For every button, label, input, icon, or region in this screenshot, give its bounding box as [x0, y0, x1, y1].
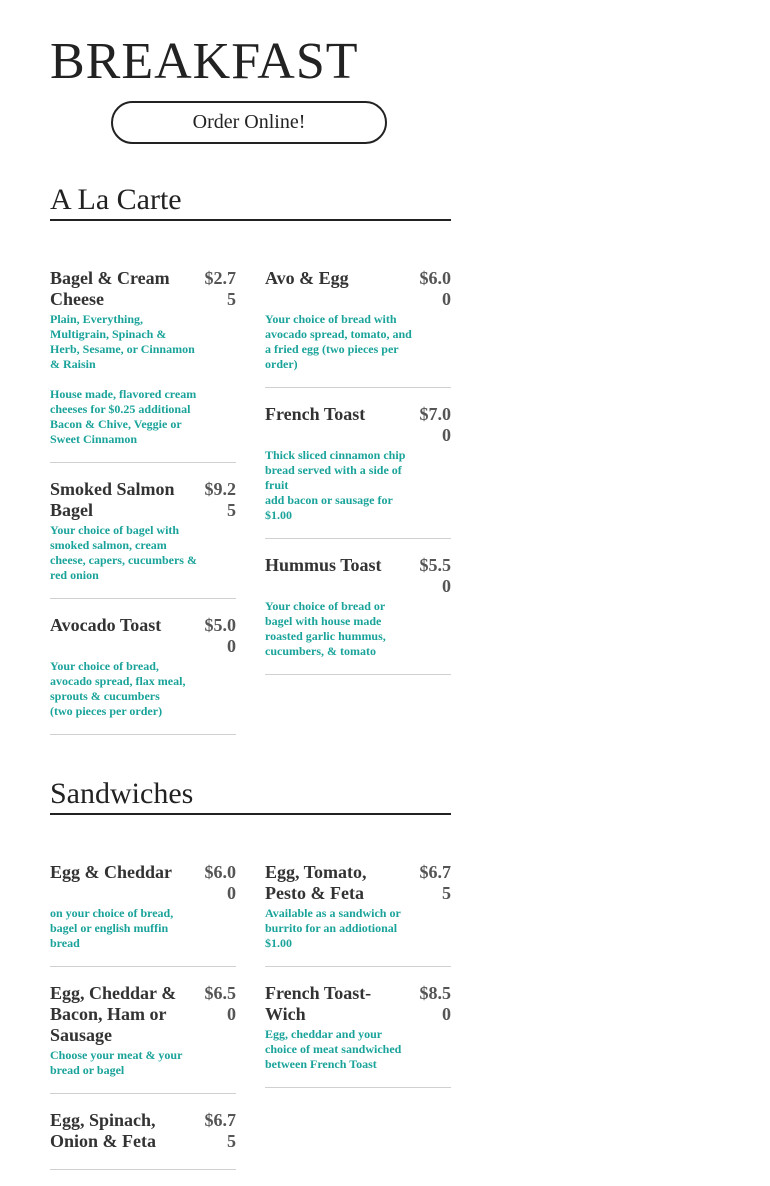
- menu-item: [265, 268, 451, 388]
- a-la-carte-left-column: [50, 268, 236, 751]
- item-price: $9.25: [204, 479, 236, 520]
- sandwiches-right-column: [265, 862, 451, 1104]
- item-price: $8.50: [419, 983, 451, 1024]
- item-price: $5.00: [204, 615, 236, 656]
- menu-item: [50, 479, 236, 599]
- menu-item: [50, 983, 236, 1094]
- item-description: Available as a sandwich or burrito for an addiotional $1.00: [265, 906, 401, 950]
- menu-item: [50, 615, 236, 735]
- menu-item: [265, 404, 451, 539]
- a-la-carte-right-column: [265, 268, 451, 691]
- order-online-button[interactable]: Order Online!: [111, 101, 387, 144]
- item-description: Your choice of bread with avocado spread, tomato, and a fried egg (two pieces per order): [265, 312, 412, 371]
- item-name: Bagel & Cream Cheese: [50, 268, 170, 309]
- menu-item: [265, 983, 451, 1088]
- item-name: Egg, Spinach, Onion & Feta: [50, 1110, 156, 1151]
- item-name: Smoked Salmon Bagel: [50, 479, 175, 520]
- item-description: Thick sliced cinnamon chip bread served with a side of fruit add bacon or sausage for $1.00: [265, 448, 406, 522]
- item-price: $5.50: [419, 555, 451, 596]
- item-price: $7.00: [419, 404, 451, 445]
- item-name: Avo & Egg: [265, 268, 349, 288]
- item-name: Egg & Cheddar: [50, 862, 173, 882]
- menu-item: [50, 1110, 236, 1170]
- item-price: $6.00: [419, 268, 451, 309]
- item-name: French Toast: [265, 404, 366, 424]
- menu-item: [50, 862, 236, 967]
- item-name: Avocado Toast: [50, 615, 162, 635]
- item-description: Choose your meat & your bread or bagel: [50, 1048, 183, 1077]
- item-name: French Toast-Wich: [265, 983, 372, 1024]
- menu-item: [265, 555, 451, 675]
- item-name: Egg, Tomato, Pesto & Feta: [265, 862, 367, 903]
- item-description: Your choice of bread or bagel with house made roasted garlic hummus, cucumbers, & tomato: [265, 599, 386, 658]
- page-title: BREAKFAST: [50, 33, 359, 90]
- item-price: $6.00: [204, 862, 236, 903]
- item-price: $2.75: [204, 268, 236, 309]
- item-name: Hummus Toast: [265, 555, 382, 575]
- item-description: Your choice of bagel with smoked salmon, cream cheese, capers, cucumbers & red onion: [50, 523, 197, 582]
- section-title-a-la-carte: A La Carte: [50, 182, 451, 221]
- section-title-sandwiches: Sandwiches: [50, 776, 451, 815]
- item-description: Your choice of bread, avocado spread, flax meal, sprouts & cucumbers (two pieces per order): [50, 659, 186, 718]
- sandwiches-left-column: [50, 862, 236, 1186]
- menu-item: [50, 268, 236, 463]
- item-description: Egg, cheddar and your choice of meat sandwiched between French Toast: [265, 1027, 402, 1071]
- item-price: $6.50: [204, 983, 236, 1024]
- item-price: $6.75: [204, 1110, 236, 1151]
- item-name: Egg, Cheddar & Bacon, Ham or Sausage: [50, 983, 177, 1045]
- item-description: on your choice of bread, bagel or english muffin bread: [50, 906, 174, 950]
- item-price: $6.75: [419, 862, 451, 903]
- item-description: Plain, Everything, Multigrain, Spinach & Herb, Sesame, or Cinnamon & Raisin House made, flavored cream cheeses for $0.25 additional Bacon & Chive, Veggie or Sweet Cinnamon: [50, 312, 197, 446]
- menu-item: [265, 862, 451, 967]
